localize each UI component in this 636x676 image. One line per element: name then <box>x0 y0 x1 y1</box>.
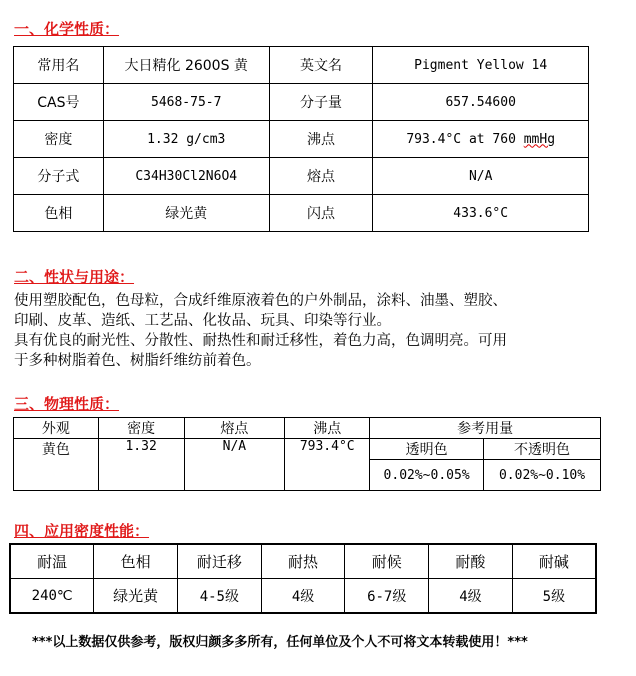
header-cell: 耐迁移 <box>178 544 262 579</box>
table-row <box>14 84 589 121</box>
performance-table <box>9 543 597 614</box>
unit-mmhg: mmHg <box>523 131 556 147</box>
header-cell: 熔点 <box>184 418 285 439</box>
value-cell: 大日精化 2600S 黄 <box>103 47 269 84</box>
value-cell: 4级 <box>261 579 345 614</box>
label-cell: 密度 <box>14 121 104 158</box>
usage-line: 具有优良的耐光性、分散性、耐热性和耐迁移性，着色力高，色调明亮。可用 <box>14 333 507 349</box>
value-cell: N/A <box>373 158 589 195</box>
value-cell: 793.4°C <box>285 439 370 491</box>
section-heading-physical: 三、物理性质： <box>14 395 120 413</box>
value-cell: 433.6°C <box>373 195 589 232</box>
value-cell: 240℃ <box>10 579 94 614</box>
boiling-point-value: 793.4°C at 760 <box>406 131 524 147</box>
header-cell: 耐候 <box>345 544 429 579</box>
header-cell: 耐热 <box>261 544 345 579</box>
table-row <box>10 544 596 579</box>
label-cell: 英文名 <box>269 47 373 84</box>
table-row <box>14 47 589 84</box>
table-row <box>14 195 589 232</box>
header-cell: 耐温 <box>10 544 94 579</box>
sub-header-cell: 透明色 <box>370 439 484 460</box>
value-cell: 黄色 <box>14 439 99 491</box>
value-cell: 绿光黄 <box>103 195 269 232</box>
copyright-footer: ***以上数据仅供参考，版权归颜多多所有，任何单位及个人不可将文本转载使用！*** <box>32 635 528 650</box>
value-cell <box>373 121 589 158</box>
label-cell: CAS号 <box>14 84 104 121</box>
table-row <box>14 418 601 439</box>
value-cell: C34H30Cl2N6O4 <box>103 158 269 195</box>
value-cell: N/A <box>184 439 285 491</box>
value-cell: 0.02%~0.10% <box>484 460 601 491</box>
value-cell: 绿光黄 <box>94 579 178 614</box>
section-heading-usage: 二、性状与用途： <box>14 268 135 286</box>
table-row <box>14 121 589 158</box>
usage-line: 使用塑胶配色，色母粒，合成纤维原液着色的户外制品，涂料、油墨、塑胶、 <box>14 293 507 309</box>
label-cell: 常用名 <box>14 47 104 84</box>
header-cell: 密度 <box>98 418 184 439</box>
value-cell: 1.32 g/cm3 <box>103 121 269 158</box>
section-heading-performance: 四、应用密度性能： <box>14 522 150 540</box>
usage-line: 于多种树脂着色、树脂纤维纺前着色。 <box>14 353 261 369</box>
header-cell: 沸点 <box>285 418 370 439</box>
header-cell: 耐酸 <box>429 544 513 579</box>
sub-header-cell: 不透明色 <box>484 439 601 460</box>
label-cell: 分子量 <box>269 84 373 121</box>
table-row <box>10 579 596 614</box>
chemical-properties-table <box>13 46 589 232</box>
table-row <box>14 158 589 195</box>
label-cell: 闪点 <box>269 195 373 232</box>
value-cell: 6-7级 <box>345 579 429 614</box>
value-cell: 657.54600 <box>373 84 589 121</box>
label-cell: 色相 <box>14 195 104 232</box>
label-cell: 分子式 <box>14 158 104 195</box>
physical-properties-table <box>13 417 601 491</box>
value-cell: Pigment Yellow 14 <box>373 47 589 84</box>
header-cell: 耐碱 <box>512 544 596 579</box>
header-cell: 外观 <box>14 418 99 439</box>
value-cell: 4-5级 <box>178 579 262 614</box>
label-cell: 沸点 <box>269 121 373 158</box>
value-cell: 1.32 <box>98 439 184 491</box>
value-cell: 4级 <box>429 579 513 614</box>
header-cell: 色相 <box>94 544 178 579</box>
usage-paragraph <box>14 291 614 371</box>
value-cell: 5级 <box>512 579 596 614</box>
usage-line: 印刷、皮革、造纸、工艺品、化妆品、玩具、印染等行业。 <box>14 313 391 329</box>
header-cell: 参考用量 <box>370 418 601 439</box>
table-row <box>14 439 601 460</box>
label-cell: 熔点 <box>269 158 373 195</box>
value-cell: 5468-75-7 <box>103 84 269 121</box>
section-heading-chemical: 一、化学性质： <box>14 20 120 38</box>
value-cell: 0.02%~0.05% <box>370 460 484 491</box>
